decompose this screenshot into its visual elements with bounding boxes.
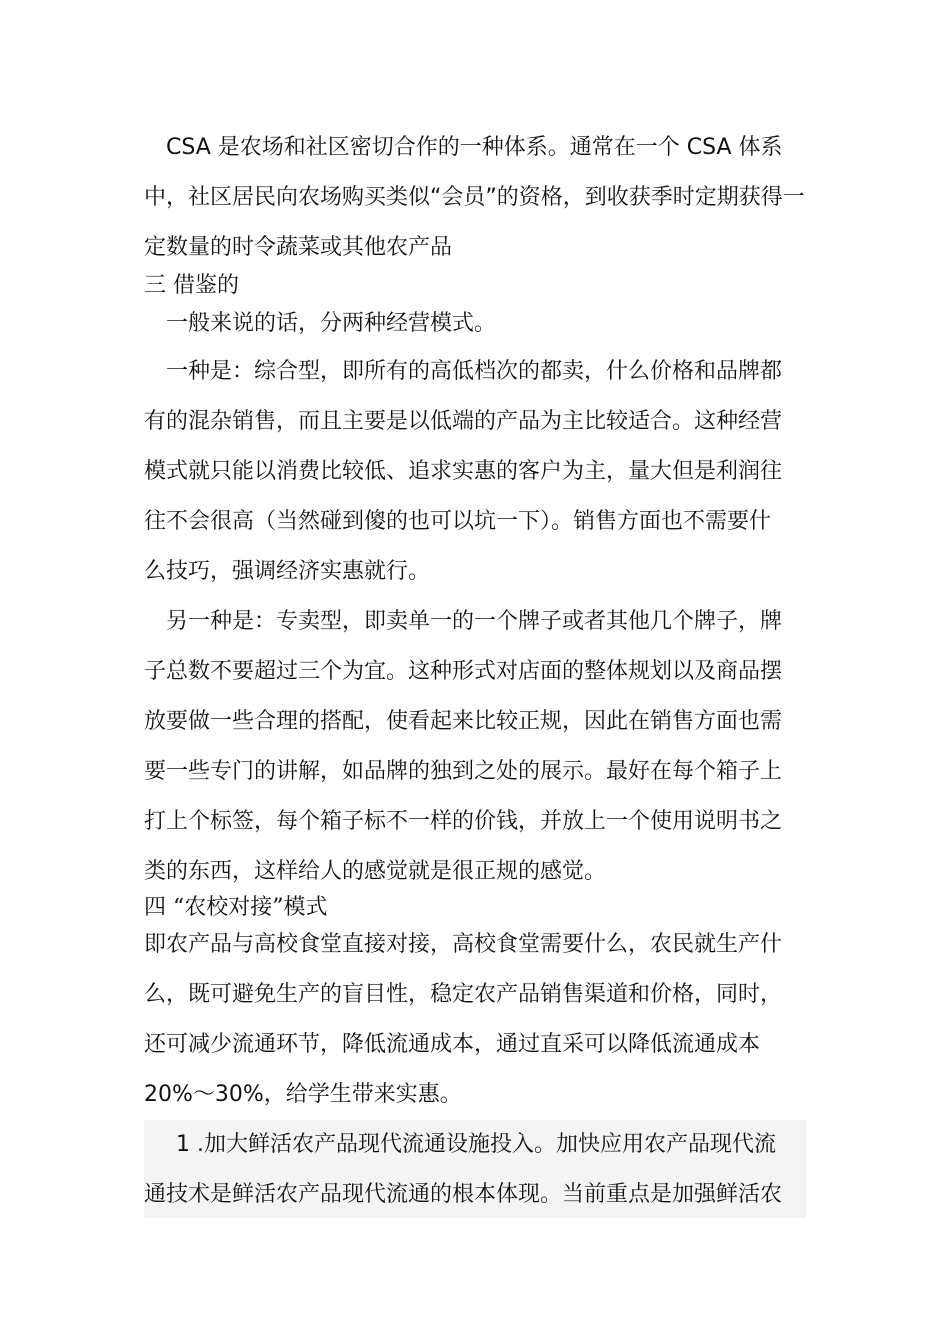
- paragraph-intro: 一般来说的话，分两种经营模式。: [166, 311, 497, 336]
- paragraph-type2-line-2: 子总数不要超过三个为宜。这种形式对店面的整体规划以及商品摆: [144, 659, 783, 684]
- paragraph-invest-line-1: 1 .加大鲜活农产品现代流通设施投入。加快应用农产品现代流: [176, 1132, 776, 1157]
- paragraph-school-line-1: 即农产品与高校食堂直接对接，高校食堂需要什么，农民就生产什: [144, 932, 783, 957]
- paragraph-type1-line-5: 么技巧，强调经济实惠就行。: [144, 559, 431, 584]
- paragraph-type2-line-5: 打上个标签，每个箱子标不一样的价钱，并放上一个使用说明书之: [144, 809, 783, 834]
- paragraph-type2-line-6: 类的东西，这样给人的感觉就是很正规的感觉。: [144, 859, 607, 884]
- paragraph-type1-line-2: 有的混杂销售，而且主要是以低端的产品为主比较适合。这种经营: [144, 409, 783, 434]
- paragraph-type2-line-3: 放要做一些合理的搭配，使看起来比较正规，因此在销售方面也需: [144, 709, 783, 734]
- paragraph-type1-line-4: 往不会很高（当然碰到傻的也可以坑一下）。销售方面也不需要什: [144, 509, 772, 534]
- paragraph-csa-line-2: 中，社区居民向农场购买类似“会员”的资格，到收获季时定期获得一: [144, 185, 805, 210]
- paragraph-type2-line-4: 要一些专门的讲解，如品牌的独到之处的展示。最好在每个箱子上: [144, 759, 783, 784]
- paragraph-invest-line-2: 通技术是鲜活农产品现代流通的根本体现。当前重点是加强鲜活农: [144, 1182, 783, 1207]
- paragraph-csa-line-1: CSA 是农场和社区密切合作的一种体系。通常在一个 CSA 体系: [166, 135, 783, 160]
- paragraph-type1-line-1: 一种是：综合型，即所有的高低档次的都卖，什么价格和品牌都: [166, 359, 783, 384]
- paragraph-csa-line-3: 定数量的时令蔬菜或其他农产品: [144, 235, 453, 260]
- paragraph-type1-line-3: 模式就只能以消费比较低、追求实惠的客户为主，量大但是利润往: [144, 459, 783, 484]
- paragraph-school-line-3: 还可减少流通环节，降低流通成本，通过直采可以降低流通成本: [144, 1032, 761, 1057]
- section-heading-3: 三 借鉴的: [144, 273, 239, 298]
- section-heading-4: 四 “农校对接”模式: [144, 895, 328, 920]
- paragraph-school-line-4: 20%～30%，给学生带来实惠。: [144, 1082, 462, 1107]
- paragraph-type2-line-1: 另一种是：专卖型，即卖单一的一个牌子或者其他几个牌子，牌: [166, 609, 783, 634]
- paragraph-school-line-2: 么，既可避免生产的盲目性，稳定农产品销售渠道和价格，同时，: [144, 982, 783, 1007]
